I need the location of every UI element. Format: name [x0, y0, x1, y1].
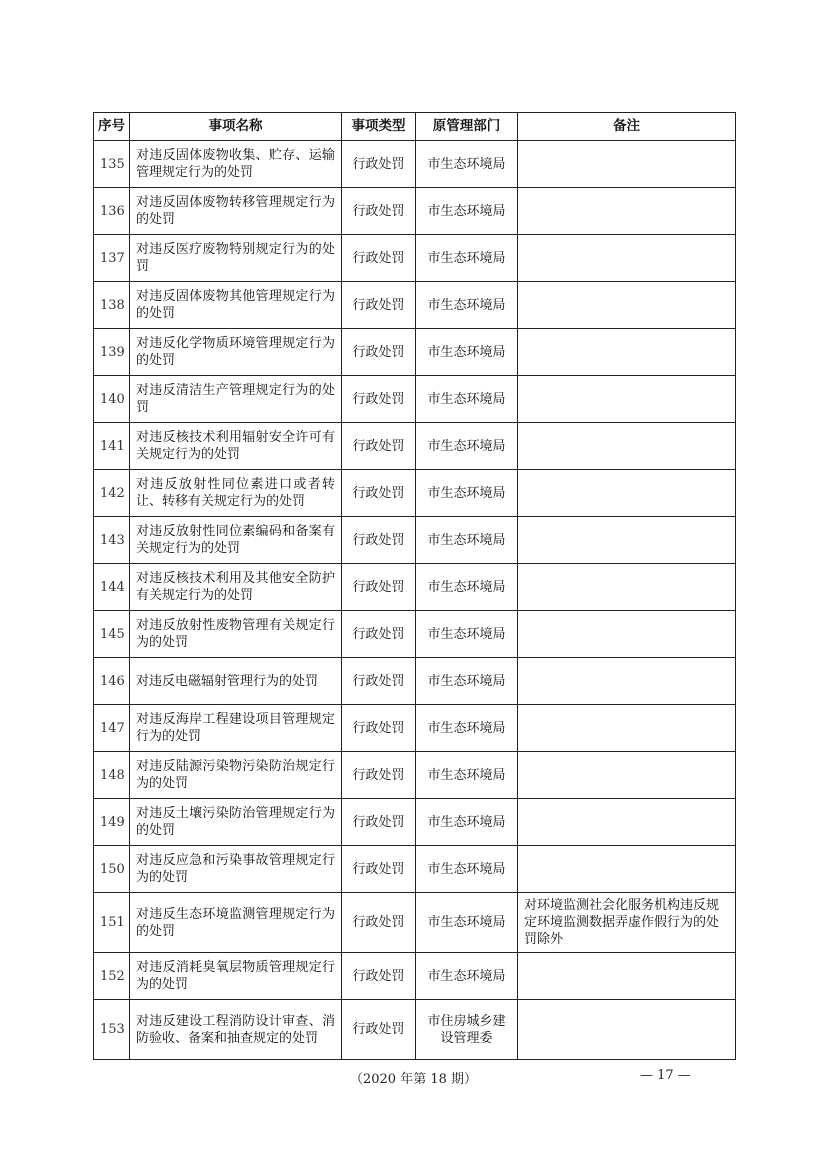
row-name: 对违反固体废物其他管理规定行为的处罚	[130, 282, 342, 329]
row-name: 对违反核技术利用辐射安全许可有关规定行为的处罚	[130, 423, 342, 470]
table-row	[94, 705, 736, 752]
row-dept: 市生态环境局	[416, 799, 518, 846]
row-dept: 市生态环境局	[416, 953, 518, 1000]
row-num: 140	[94, 376, 130, 423]
row-num: 148	[94, 752, 130, 799]
table-row	[94, 376, 736, 423]
row-name: 对违反应急和污染事故管理规定行为的处罚	[130, 846, 342, 893]
row-type: 行政处罚	[342, 282, 416, 329]
row-note	[518, 423, 736, 470]
row-dept: 市生态环境局	[416, 188, 518, 235]
row-name: 对违反建设工程消防设计审查、消防验收、备案和抽查规定的处罚	[130, 1000, 342, 1060]
table-row	[94, 282, 736, 329]
row-note	[518, 752, 736, 799]
row-dept: 市生态环境局	[416, 517, 518, 564]
row-type: 行政处罚	[342, 953, 416, 1000]
row-type: 行政处罚	[342, 705, 416, 752]
table-row	[94, 188, 736, 235]
items-table	[93, 112, 736, 1060]
header-dept: 原管理部门	[416, 113, 518, 141]
row-type: 行政处罚	[342, 423, 416, 470]
row-dept: 市生态环境局	[416, 846, 518, 893]
row-name: 对违反固体废物转移管理规定行为的处罚	[130, 188, 342, 235]
row-dept: 市生态环境局	[416, 423, 518, 470]
page-number: — 17 —	[640, 1068, 691, 1083]
row-name: 对违反放射性同位素编码和备案有关规定行为的处罚	[130, 517, 342, 564]
row-type: 行政处罚	[342, 611, 416, 658]
table-row	[94, 658, 736, 705]
row-num: 149	[94, 799, 130, 846]
row-note	[518, 846, 736, 893]
row-name: 对违反土壤污染防治管理规定行为的处罚	[130, 799, 342, 846]
row-name: 对违反放射性同位素进口或者转让、转移有关规定行为的处罚	[130, 470, 342, 517]
row-note	[518, 564, 736, 611]
row-type: 行政处罚	[342, 470, 416, 517]
row-type: 行政处罚	[342, 799, 416, 846]
row-num: 152	[94, 953, 130, 1000]
row-num: 146	[94, 658, 130, 705]
row-note	[518, 235, 736, 282]
row-name: 对违反放射性废物管理有关规定行为的处罚	[130, 611, 342, 658]
row-note: 对环境监测社会化服务机构违反规定环境监测数据弄虚作假行为的处罚除外	[518, 893, 736, 953]
row-note	[518, 188, 736, 235]
row-note	[518, 1000, 736, 1060]
row-num: 138	[94, 282, 130, 329]
row-num: 150	[94, 846, 130, 893]
row-name: 对违反陆源污染物污染防治规定行为的处罚	[130, 752, 342, 799]
row-name: 对违反医疗废物特别规定行为的处罚	[130, 235, 342, 282]
issue-label: （2020 年第 18 期）	[349, 1072, 478, 1087]
row-note	[518, 611, 736, 658]
row-dept: 市住房城乡建设管理委	[416, 1000, 518, 1060]
row-num: 135	[94, 141, 130, 188]
header-type: 事项类型	[342, 113, 416, 141]
row-num: 151	[94, 893, 130, 953]
row-dept: 市生态环境局	[416, 329, 518, 376]
table-row	[94, 752, 736, 799]
row-num: 141	[94, 423, 130, 470]
table-row	[94, 329, 736, 376]
row-note	[518, 799, 736, 846]
table-row	[94, 799, 736, 846]
table-row	[94, 1000, 736, 1060]
row-note	[518, 282, 736, 329]
table-row	[94, 564, 736, 611]
table-header-row	[94, 113, 736, 141]
row-type: 行政处罚	[342, 846, 416, 893]
row-type: 行政处罚	[342, 235, 416, 282]
row-note	[518, 953, 736, 1000]
row-name: 对违反海岸工程建设项目管理规定行为的处罚	[130, 705, 342, 752]
row-num: 153	[94, 1000, 130, 1060]
row-type: 行政处罚	[342, 188, 416, 235]
row-dept: 市生态环境局	[416, 282, 518, 329]
row-note	[518, 141, 736, 188]
row-type: 行政处罚	[342, 1000, 416, 1060]
row-note	[518, 658, 736, 705]
row-name: 对违反核技术利用及其他安全防护有关规定行为的处罚	[130, 564, 342, 611]
row-type: 行政处罚	[342, 376, 416, 423]
row-note	[518, 329, 736, 376]
row-name: 对违反清洁生产管理规定行为的处罚	[130, 376, 342, 423]
row-name: 对违反消耗臭氧层物质管理规定行为的处罚	[130, 953, 342, 1000]
row-name: 对违反生态环境监测管理规定行为的处罚	[130, 893, 342, 953]
header-note: 备注	[518, 113, 736, 141]
row-num: 137	[94, 235, 130, 282]
row-note	[518, 705, 736, 752]
table-row	[94, 470, 736, 517]
row-num: 139	[94, 329, 130, 376]
row-dept: 市生态环境局	[416, 235, 518, 282]
table-row	[94, 235, 736, 282]
row-type: 行政处罚	[342, 752, 416, 799]
row-dept: 市生态环境局	[416, 893, 518, 953]
table-row	[94, 517, 736, 564]
row-num: 147	[94, 705, 130, 752]
row-num: 144	[94, 564, 130, 611]
row-note	[518, 517, 736, 564]
row-note	[518, 376, 736, 423]
row-type: 行政处罚	[342, 517, 416, 564]
row-name: 对违反电磁辐射管理行为的处罚	[130, 658, 342, 705]
row-dept: 市生态环境局	[416, 705, 518, 752]
table-row	[94, 893, 736, 953]
row-num: 145	[94, 611, 130, 658]
row-dept: 市生态环境局	[416, 611, 518, 658]
row-type: 行政处罚	[342, 141, 416, 188]
table-row	[94, 423, 736, 470]
row-dept: 市生态环境局	[416, 141, 518, 188]
row-type: 行政处罚	[342, 329, 416, 376]
row-type: 行政处罚	[342, 658, 416, 705]
row-dept: 市生态环境局	[416, 752, 518, 799]
row-dept: 市生态环境局	[416, 376, 518, 423]
row-note	[518, 470, 736, 517]
table-row	[94, 953, 736, 1000]
row-type: 行政处罚	[342, 893, 416, 953]
row-num: 143	[94, 517, 130, 564]
row-dept: 市生态环境局	[416, 658, 518, 705]
row-dept: 市生态环境局	[416, 564, 518, 611]
table-row	[94, 141, 736, 188]
header-name: 事项名称	[130, 113, 342, 141]
row-num: 142	[94, 470, 130, 517]
row-dept: 市生态环境局	[416, 470, 518, 517]
table-row	[94, 611, 736, 658]
row-name: 对违反化学物质环境管理规定行为的处罚	[130, 329, 342, 376]
row-name: 对违反固体废物收集、贮存、运输管理规定行为的处罚	[130, 141, 342, 188]
row-type: 行政处罚	[342, 564, 416, 611]
header-num: 序号	[94, 113, 130, 141]
table-row	[94, 846, 736, 893]
row-num: 136	[94, 188, 130, 235]
